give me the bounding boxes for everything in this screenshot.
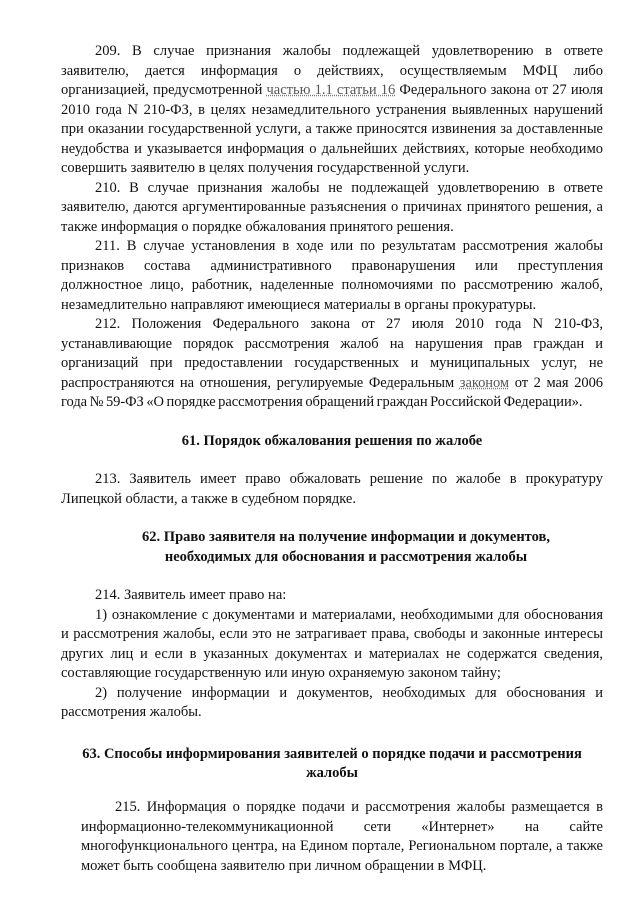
paragraph-214-item-2: 2) получение информации и документов, необходимых для обоснования и рассмотрения жалобы. <box>61 684 603 720</box>
section-heading-63 <box>61 745 603 784</box>
section-heading-62 <box>61 528 603 567</box>
document-page <box>61 42 603 891</box>
paragraph-209 <box>61 42 603 179</box>
section-heading-61: 61. Порядок обжалования решения по жалобе <box>181 432 483 449</box>
paragraph-text: от 2 мая 2006 года № 59-ФЗ «О порядке рассмотрения обращений граждан Российской Федерации». <box>61 374 603 410</box>
paragraph-211: 211. В случае установления в ходе или по результатам рассмотрения жалобы признаков состава административного правонарушения или преступления должностное лицо, работник, наделенные полномочиями по рассмотрению жалоб, незамедлительно направляют имеющиеся материалы в органы прокуратуры. <box>61 238 603 313</box>
law-reference-link[interactable]: частью 1.1 статьи 16 <box>266 82 396 98</box>
heading-line: 63. Способы информирования заявителей о порядке подачи и рассмотрения <box>82 745 582 762</box>
paragraph-212 <box>61 315 603 413</box>
paragraph-210: 210. В случае признания жалобы не подлежащей удовлетворению в ответе заявителю, даются аргументированные разъяснения о причинах принятого решения, а также информация о порядке обжалования принятого решения. <box>61 179 603 235</box>
paragraph-213: 213. Заявитель имеет право обжаловать решение по жалобе в прокуратуру Липецкой области, а также в судебном порядке. <box>61 471 603 507</box>
law-reference-link[interactable]: законом <box>459 374 510 391</box>
paragraph-215: 215. Информация о порядке подачи и рассмотрения жалобы размещается в информационно-телекоммуникационной сети «Интернет» на сайте многофункционального центра, на Едином портале, Региональном портале, а также может быть сообщена заявителю при личном обращении в МФЦ. <box>81 799 603 874</box>
paragraph-214: 214. Заявитель имеет право на: <box>95 587 287 603</box>
paragraph-214-item-1: 1) ознакомление с документами и материалами, необходимыми для обоснования и рассмотрения жалобы, если это не затрагивает права, свободы и законные интересы других лиц и если в указанных документах и материалах не содержатся сведения, составляющие государственную или иную охраняемую законом тайну; <box>61 606 603 681</box>
heading-line: необходимых для обоснования и рассмотрения жалобы <box>164 548 528 565</box>
heading-line: жалобы <box>306 765 358 781</box>
heading-line: 62. Право заявителя на получение информации и документов, <box>142 529 550 545</box>
paragraph-text: 212. Положения Федерального закона от 27 июля 2010 года N 210-ФЗ, устанавливающие порядок рассмотрения жалоб на нарушения прав граждан и организаций при предоставлении государственных и муниципальных услуг, не распространяются на отношения, регулируемые Федеральным <box>61 316 603 391</box>
paragraph-text: 209. В случае признания жалобы подлежащей удовлетворению в ответе заявителю, дается информация о действиях, осуществляемым МФЦ либо организацией, предусмотренной <box>61 43 603 98</box>
paragraph-text: Федерального закона от 27 июля 2010 года N 210-ФЗ, в целях незамедлительного устранения выявленных нарушений при оказании государственной услуги, а также приносятся извинения за доставленные неудобства и указывается информация о дальнейших действиях, которые необходимо совершить заявителю в целях получения государственной услуги. <box>61 82 603 176</box>
